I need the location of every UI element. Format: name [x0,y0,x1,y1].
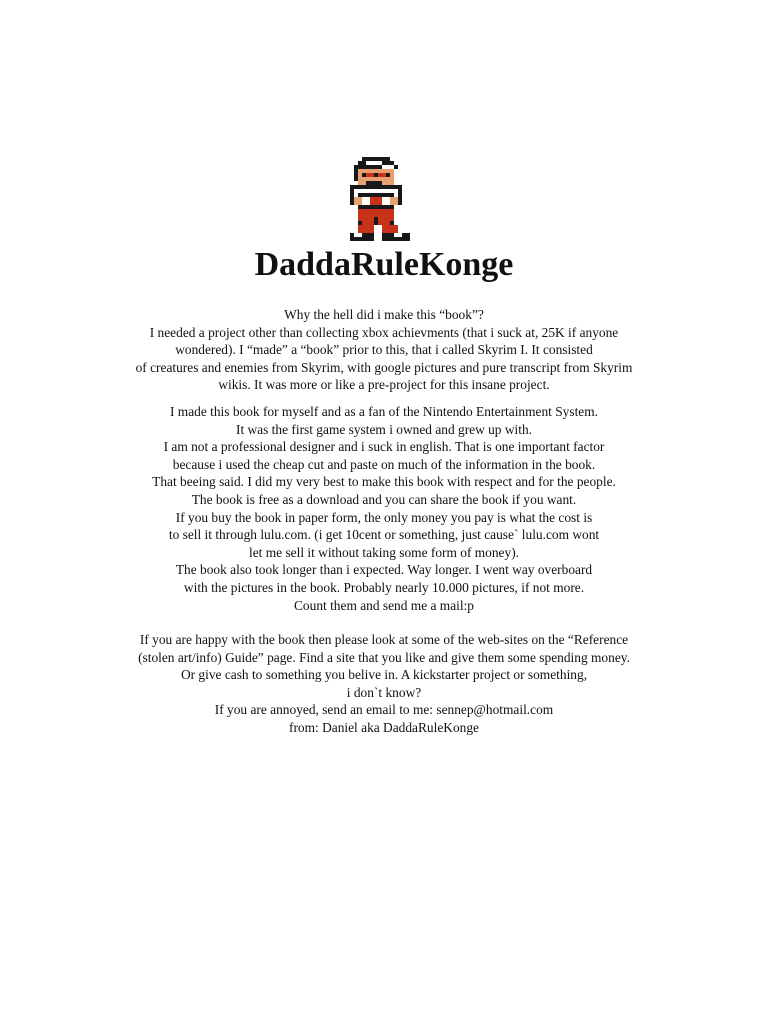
text-line: Why the hell did i make this “book”? [284,307,484,322]
page-title: DaddaRuleKonge [254,246,514,283]
text-line: of creatures and enemies from Skyrim, with google pictures and pure transcript from Skyrim [135,359,633,375]
text-line: because i used the cheap cut and paste on much of the information in the book. [172,456,596,472]
intro-paragraph [0,306,768,394]
text-line: If you are happy with the book then please look at some of the web-sites on the “Reference [139,632,629,647]
text-line: Or give cash to something you belive in. A kickstarter project or something, [180,667,588,683]
text-line: let me sell it without taking some form of money). [249,544,519,560]
text-line: The book also took longer than i expected. Way longer. I went way overboard [175,562,593,578]
text-line: It was the first game system i owned and grew up with. [235,421,533,437]
pixel-character-sprite-icon [346,157,414,241]
text-line: If you buy the book in paper form, the only money you pay is what the cost is [175,509,593,525]
about-paragraph [0,403,768,614]
closing-paragraph [0,631,768,737]
text-line: I made this book for myself and as a fan of the Nintendo Entertainment System. [169,404,599,419]
contact-email-line: If you are annoyed, send an email to me: sennep@hotmail.com [214,702,554,718]
text-line: (stolen art/info) Guide” page. Find a site that you like and give them some spending money. [138,649,630,665]
text-line: with the pictures in the book. Probably nearly 10.000 pictures, if not more. [183,579,585,595]
text-line: i don`t know? [346,684,422,700]
text-line: Count them and send me a mail:p [294,597,474,613]
text-line: wondered). I “made” a “book” prior to this, that i called Skyrim I. It consisted [175,342,593,358]
text-line: That beeing said. I did my very best to make this book with respect and for the people. [152,474,616,490]
signature-line: from: Daniel aka DaddaRuleKonge [288,719,479,735]
text-line: I am not a professional designer and i suck in english. That is one important factor [163,439,605,455]
text-line: The book is free as a download and you can share the book if you want. [191,491,577,507]
text-line: wikis. It was more or like a pre-project for this insane project. [218,377,550,393]
text-line: I needed a project other than collecting xbox achievments (that i suck at, 25K if anyone [149,324,619,340]
text-line: to sell it through lulu.com. (i get 10cent or something, just cause` lulu.com wont [168,527,600,543]
